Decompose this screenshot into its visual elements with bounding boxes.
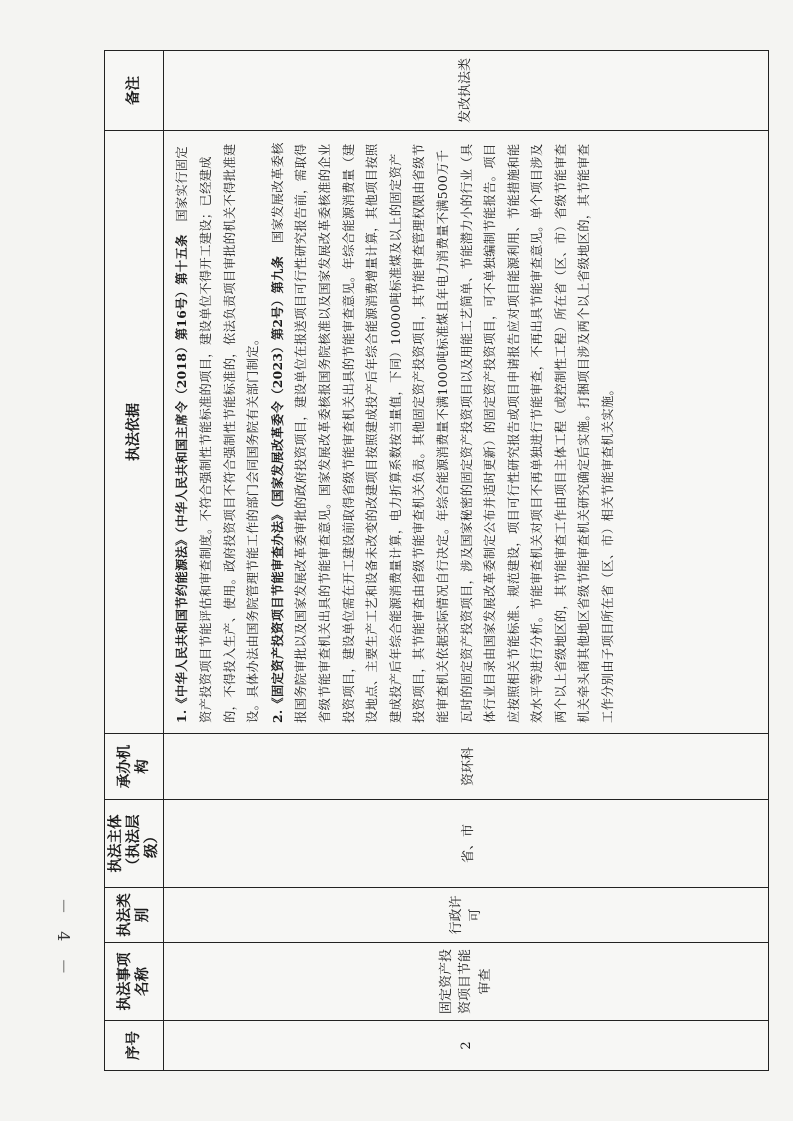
header-row: [105, 51, 164, 1071]
cell-basis: [164, 131, 769, 734]
basis-1-title: 1.《中华人民共和国节约能源法》（中华人民共和国主席令（2018）第16号）第十五条: [174, 234, 190, 723]
header-category: 执法类别: [105, 888, 164, 943]
cell-note: 发改执法类: [164, 51, 769, 131]
cell-subject: 省、市: [164, 800, 769, 888]
header-item: 执法事项名称: [105, 943, 164, 1021]
cell-item: 固定资产投资项目节能审查: [164, 943, 769, 1021]
cell-category: 行政许可: [164, 888, 769, 943]
enforcement-table: [104, 50, 769, 1071]
header-note: 备注: [105, 51, 164, 131]
basis-1-text: 国家实行固定资产投资项目节能评估和审查制度。不符合强制性节能标准的项目，建设单位不得开工建设；已经建成的，不得投入生产、使用。政府投资项目不符合强制性节能标准的，依法负责项目审批的机关不得批准建设。具体办法由国务院管理节能工作的部门会同国务院有关部门制定。: [175, 143, 261, 723]
basis-2-title: 2.《固定资产投资项目节能审查办法》（国家发展改革委令（2023）第2号）第九条: [269, 255, 285, 723]
header-seq: 序号: [105, 1021, 164, 1071]
basis-paragraph-2: [266, 141, 621, 723]
cell-org: 资环科: [164, 734, 769, 800]
basis-paragraph-1: [170, 141, 265, 723]
table-row: [164, 51, 769, 1071]
basis-2-text: 国家发展改革委核报国务院审批以及国家发展改革委审批的政府投资项目，建设单位在报送项目可行性研究报告前，需取得省级节能审查机关出具的节能审查意见。国家发展改革委核报国务院核准以及国家发展改革委核准的企业投资项目，建设单位需在开工建设前取得省级节能审查机关出具的节能审查意见。年综合能源消费量（建设地点、主要生产工艺和设备未改变的改建项目按照建成投产后年综合能源消费增量计算，其他项目按照建成投产后年综合能源消费量计算，电力折算系数按当量值，下同）10000吨标准煤及以上的固定资产投资项目，其节能审查由省级节能审查机关负责。其他固定资产投资项目，其节能审查管理权限由省级节能审查机关依据实际情况自行决定。年综合能源消费量不满1000吨标准煤且年电力消费量不满500万千瓦时的固定资产投资项目，涉及国家秘密的固定资产投资项目以及用能工艺简单、节能潜力小的行业（具体行业目录由国家发展改革委制定公布并适时更新）的固定资产投资项目，可不单独编制节能报告。项目应按照相关节能标准、规范建设，项目可行性研究报告或项目申请报告应对项目能源利用、节能措施和能效水平等进行分析。节能审查机关对项目不再单独进行节能审查，不再出具节能审查意见。单个项目涉及两个以上省级地区的，其节能审查工作由项目主体工程（或控制性工程）所在省（区、市）省级节能审查机关牵头商其他地区省级节能审查机关研究确定后实施。打捆项目涉及两个以上省级地区的，其节能审查工作分别由子项目所在省（区、市）相关节能审查机关实施。: [270, 142, 616, 723]
page-number: － 4 －: [54, 898, 73, 981]
rotated-table-wrapper: [104, 51, 769, 1071]
header-org: 承办机构: [105, 734, 164, 800]
header-basis: 执法依据: [105, 131, 164, 734]
cell-seq: 2: [164, 1021, 769, 1071]
header-subject: 执法主体（执法层级）: [105, 800, 164, 888]
